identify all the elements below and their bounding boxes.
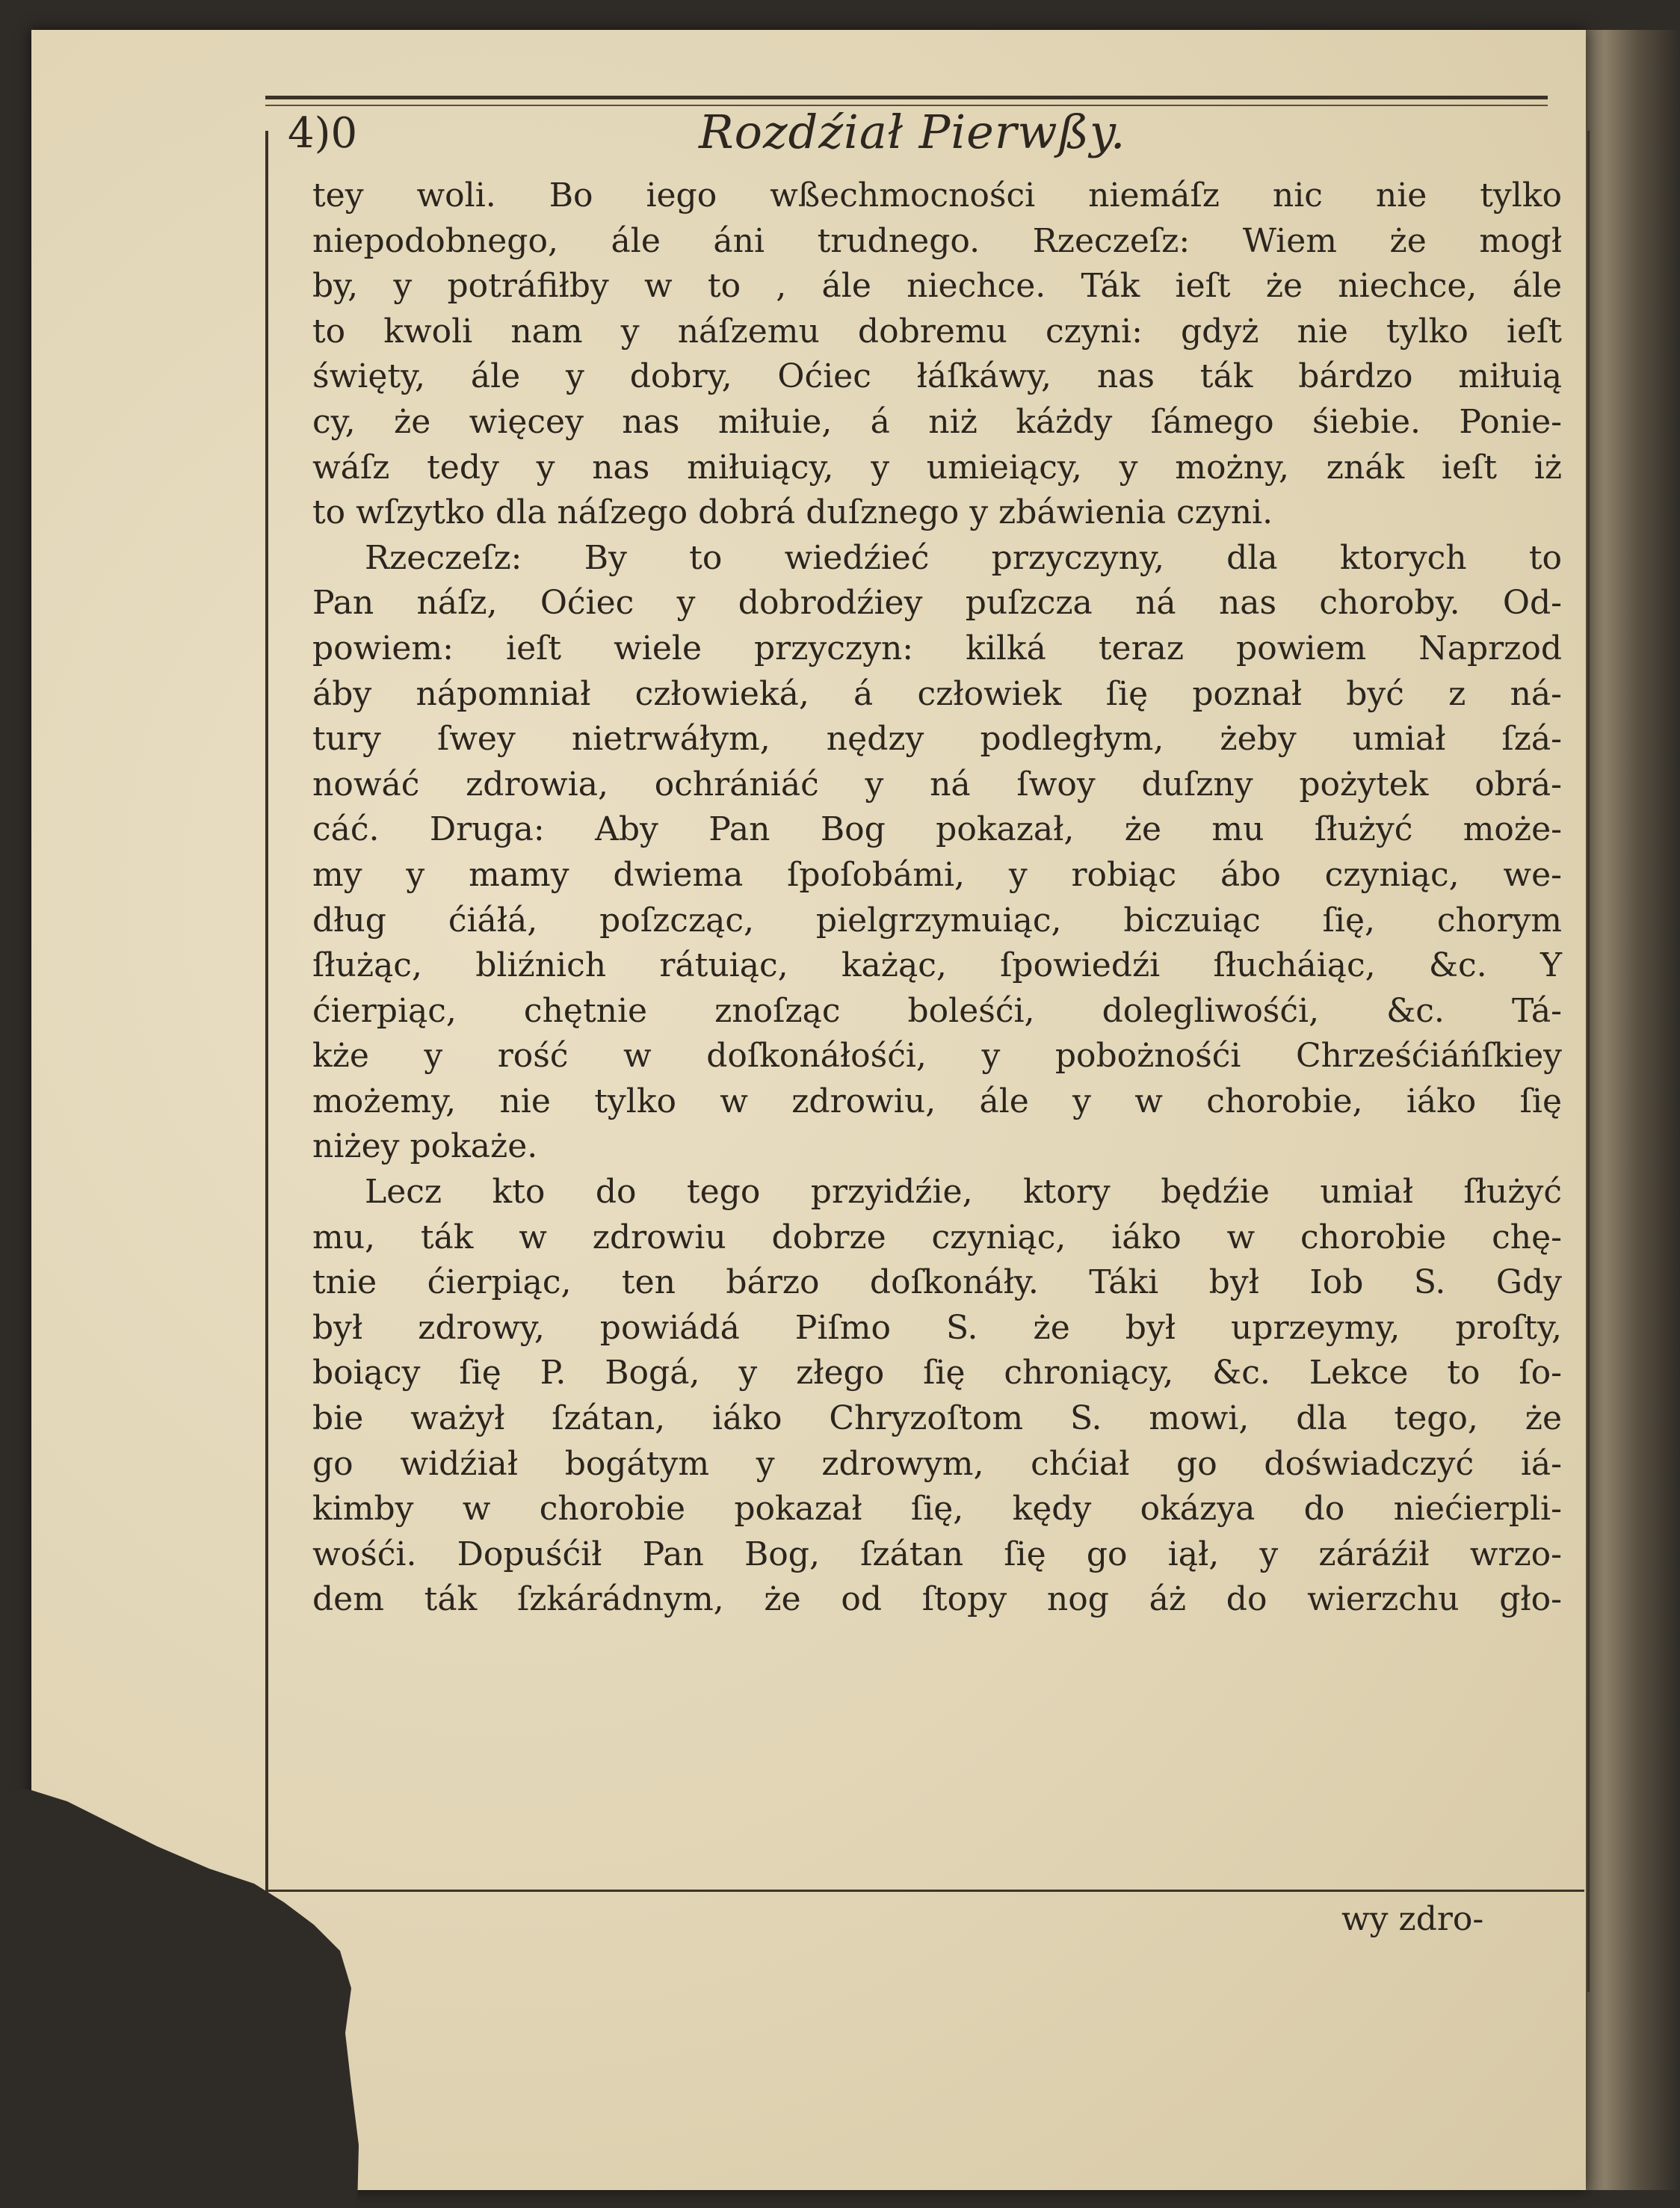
text-line: kimby w chorobie pokazał ſię, kędy okázya do niećierpli- — [312, 1490, 1562, 1529]
text-line: go widźiał bogátym y zdrowym, chćiał go doświadczyć iá- — [312, 1444, 1562, 1483]
text-line: Lecz kto do tego przyidźie, ktory będźie umiał ſłużyć — [365, 1173, 1562, 1212]
text-line: Rzeczeſz: By to wiedźieć przyczyny, dla ktorych to — [365, 538, 1562, 577]
text-line: wośći. Dopuśćił Pan Bog, ſzátan ſię go iął, y záráźił wrzo- — [312, 1535, 1562, 1573]
text-line: Pan náſz, Oćiec y dobrodźiey puſzcza ná nas choroby. Od- — [312, 584, 1562, 623]
page-number: 4)0 — [288, 109, 358, 158]
text-line: mu, ták w zdrowiu dobrze czyniąc, iáko w chorobie chę- — [312, 1218, 1562, 1256]
text-line: to kwoli nam y náſzemu dobremu czyni: gdyż nie tylko ieſt — [312, 312, 1562, 351]
text-line: nowáć zdrowia, ochrániáć y ná ſwoy duſzny pożytek obrá- — [312, 765, 1562, 804]
text-line: cy, że więcey nas miłuie, á niż káżdy ſámego śiebie. Ponie- — [312, 402, 1562, 441]
text-line: bie ważył ſzátan, iáko Chryzoſtom S. mowi, dla tego, że — [312, 1399, 1562, 1438]
running-head: Rozdźiał Pierwßy. — [699, 105, 1126, 159]
text-line: áby nápomniał człowieká, á człowiek ſię poznał być z ná- — [312, 674, 1562, 713]
text-line: kże y rość w doſkonáłośći, y pobożnośći Chrześćiáńſkiey — [312, 1037, 1562, 1076]
text-line: dług ćiáłá, poſzcząc, pielgrzymuiąc, biczuiąc ſię, chorym — [312, 901, 1562, 940]
text-line: niepodobnego, ále áni trudnego. Rzeczeſz: Wiem że mogł — [312, 221, 1562, 260]
text-line: to wſzytko dla náſzego dobrá duſznego y zbáwienia czyni. — [312, 493, 1273, 532]
page-header — [273, 103, 1543, 163]
catchword: wy zdro- — [1341, 1900, 1484, 1938]
text-line: cáć. Druga: Aby Pan Bog pokazał, że mu ſłużyć może- — [312, 810, 1562, 849]
body-text — [312, 173, 1562, 1623]
text-line: ſłużąc, bliźnich rátuiąc, każąc, ſpowiedźi ſłucháiąc, &c. Y — [312, 946, 1562, 985]
book-gutter — [1586, 30, 1680, 2190]
footer-rule — [265, 1890, 1584, 1892]
text-line: wáſz tedy y nas miłuiący, y umieiący, y możny, znák ieſt iż — [312, 448, 1562, 487]
text-line: możemy, nie tylko w zdrowiu, ále y w chorobie, iáko ſię — [312, 1082, 1562, 1120]
text-line: tnie ćierpiąc, ten bárzo doſkonáły. Táki był Iob S. Gdy — [312, 1263, 1562, 1302]
text-line: niżey pokaże. — [312, 1127, 538, 1166]
text-line: święty, ále y dobry, Oćiec łáſkáwy, nas ták bárdzo miłuią — [312, 357, 1562, 396]
text-line: by, y potráfiłby w to , ále niechce. Ták ieſt że niechce, ále — [312, 267, 1562, 306]
text-line: powiem: ieſt wiele przyczyn: kilká teraz powiem Naprzod — [312, 629, 1562, 667]
text-line: był zdrowy, powiádá Piſmo S. że był uprzeymy, proſty, — [312, 1308, 1562, 1347]
text-line: dem ták ſzkárádnym, że od ſtopy nog áż do wierzchu gło- — [312, 1580, 1562, 1619]
text-line: tey woli. Bo iego wßechmocności niemáſz nic nie tylko — [312, 176, 1562, 215]
header-rule — [265, 96, 1548, 99]
text-line: my y mamy dwiema ſpoſobámi, y robiąc ábo czyniąc, we- — [312, 855, 1562, 894]
text-line: ćierpiąc, chętnie znoſząc boleśći, dolegliwośći, &c. Tá- — [312, 991, 1562, 1030]
text-line: boiący ſię P. Bogá, y złego ſię chroniący, &c. Lekce to ſo- — [312, 1354, 1562, 1393]
text-line: tury ſwey nietrwáłym, nędzy podległym, żeby umiał ſzá- — [312, 720, 1562, 759]
